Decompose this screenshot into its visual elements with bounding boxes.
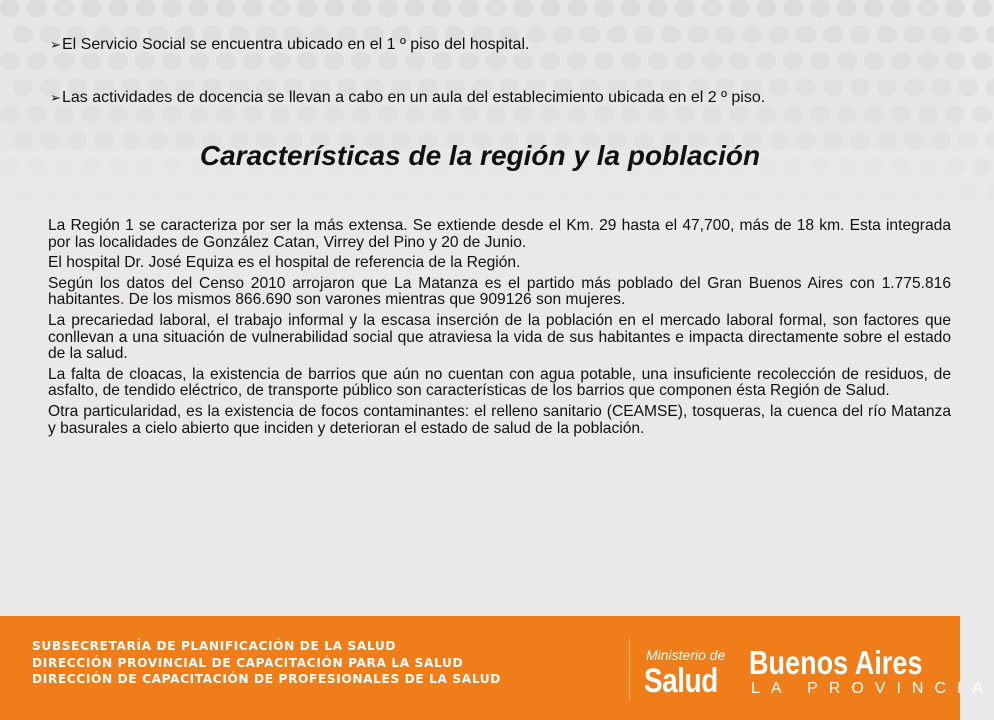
- footer-line-1: SUBSECRETARÍA DE PLANIFICACIÓN DE LA SALUD: [32, 639, 397, 653]
- ministerio-label: Ministerio de: [646, 647, 726, 663]
- paragraph-contaminantes: Otra particularidad, es la existencia de focos contaminantes: el relleno sanitario (CEAMSE), tosqueras, la cuenca del río Matanza y basurales a cielo abierto que inciden y deterioran el estado de salud de la población.: [48, 402, 951, 437]
- arrow-bullet-icon: ➢: [50, 90, 61, 105]
- bullet-text: Las actividades de docencia se llevan a cabo en un aula del establecimiento ubicada en el 2 º piso.: [62, 89, 766, 106]
- footer-department-lines: [32, 638, 501, 688]
- salud-logo-text: Salud: [644, 662, 718, 700]
- buenos-aires-logo-text: Buenos Aires: [749, 644, 923, 681]
- arrow-bullet-icon: ➢: [50, 37, 61, 52]
- bullet-text: El Servicio Social se encuentra ubicado en el 1 º piso del hospital.: [62, 36, 530, 53]
- paragraph-infraestructura: La falta de cloacas, la existencia de barrios que aún no cuentan con agua potable, una insuficiente recolección de residuos, de asfalto, de tendido eléctrico, de transporte público son características de los barrios que componen ésta Región de Salud.: [48, 365, 951, 400]
- censo-text-b: De los mismos 866.690 son varones mientras que 909126 son mujeres.: [124, 291, 626, 309]
- bullet-item-2: [50, 89, 765, 107]
- footer-line-3: DIRECCIÓN DE CAPACITACIÓN DE PROFESIONALES DE LA SALUD: [32, 672, 501, 686]
- paragraph-precariedad: La precariedad laboral, el trabajo informal y la escasa inserción de la población en el mercado laboral formal, son factores que conllevan a una situación de vulnerabilidad social que atraviesa la vida de sus habitantes e impacta directamente sobre el estado de la salud.: [48, 311, 951, 363]
- footer-banner: [0, 616, 994, 720]
- censo-text-a: Según los datos del Censo 2010 arrojaron que La Matanza es el partido más poblado del Gran Buenos Aires con 1.775.816 habitantes: [48, 274, 951, 309]
- bullet-item-1: [50, 36, 529, 54]
- body-text: [48, 218, 951, 441]
- paragraph-hospital: El hospital Dr. José Equiza es el hospital de referencia de la Región.: [48, 254, 521, 272]
- section-title: Características de la región y la población: [199, 140, 761, 171]
- paragraph-region: La Región 1 se caracteriza por ser la más extensa. Se extiende desde el Km. 29 hasta el 47,700, más de 18 km. Esta integrada por las localidades de González Catan, Virrey del Pino y 20 de Junio.: [48, 217, 951, 251]
- footer-line-2: DIRECCIÓN PROVINCIAL DE CAPACITACIÓN PARA LA SALUD: [32, 655, 464, 670]
- censo-red-dot: .: [119, 291, 125, 309]
- paragraph-censo: [48, 276, 951, 309]
- la-provincia-logo-text: LA PROVINCIA: [751, 680, 994, 697]
- footer-divider: [629, 638, 630, 700]
